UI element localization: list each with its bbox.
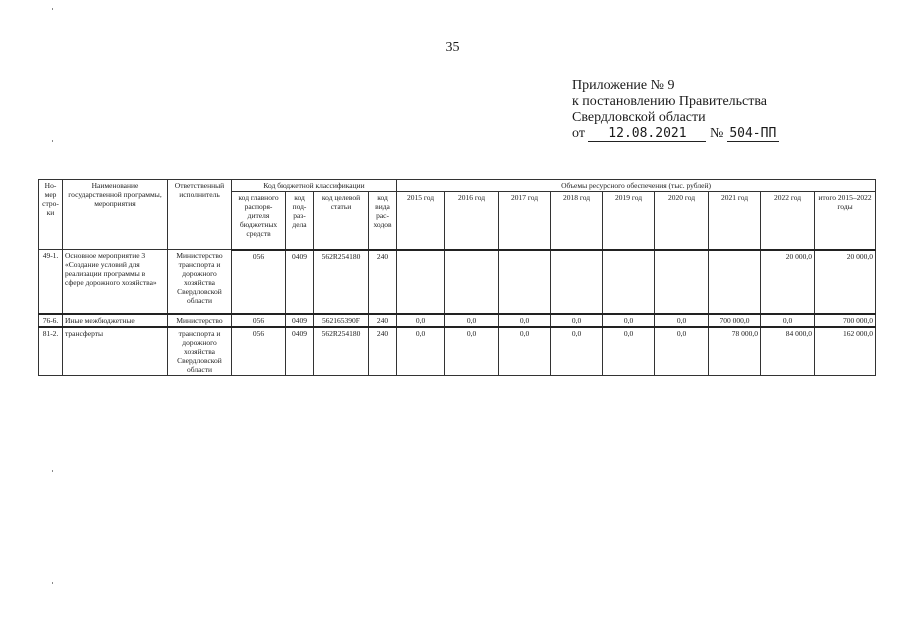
resolution-number: 504-ПП bbox=[727, 127, 779, 142]
row-value: 700 000,0 bbox=[709, 314, 761, 327]
table-row bbox=[39, 314, 876, 327]
header-code-sub: код под-раз-дела bbox=[286, 192, 314, 250]
row-value: 0,0 bbox=[397, 314, 445, 327]
row-value bbox=[551, 250, 603, 314]
table-row bbox=[39, 327, 876, 376]
row-code-target: 562165390F bbox=[314, 314, 369, 327]
appendix-region: Свердловской области bbox=[572, 110, 706, 125]
appendix-date-line bbox=[572, 126, 779, 142]
row-name: Иные межбюджетные bbox=[63, 314, 168, 327]
row-total: 20 000,0 bbox=[815, 250, 876, 314]
row-value: 78 000,0 bbox=[709, 327, 761, 376]
header-year: 2018 год bbox=[551, 192, 603, 250]
row-value: 20 000,0 bbox=[761, 250, 815, 314]
row-value: 84 000,0 bbox=[761, 327, 815, 376]
row-code-main: 056 bbox=[232, 314, 286, 327]
row-value: 0,0 bbox=[445, 327, 499, 376]
header-volumes: Объемы ресурсного обеспечения (тыс. рублей) bbox=[397, 180, 876, 192]
row-value: 0,0 bbox=[551, 314, 603, 327]
scan-mark bbox=[52, 582, 53, 584]
number-prefix: № bbox=[709, 126, 724, 141]
row-total: 700 000,0 bbox=[815, 314, 876, 327]
row-code-sub: 0409 bbox=[286, 250, 314, 314]
row-code-target: 562R254180 bbox=[314, 250, 369, 314]
row-responsible: Министерство bbox=[168, 314, 232, 327]
header-row-number: Но-мер стро-ки bbox=[39, 180, 63, 250]
row-value bbox=[445, 250, 499, 314]
row-value: 0,0 bbox=[603, 327, 655, 376]
row-code-sub: 0409 bbox=[286, 314, 314, 327]
row-code-type: 240 bbox=[369, 327, 397, 376]
row-value: 0,0 bbox=[761, 314, 815, 327]
row-name: трансферты bbox=[63, 327, 168, 376]
header-year: 2019 год bbox=[603, 192, 655, 250]
row-value: 0,0 bbox=[603, 314, 655, 327]
header-year: 2015 год bbox=[397, 192, 445, 250]
page-number: 35 bbox=[445, 40, 460, 55]
scan-mark bbox=[52, 470, 53, 472]
scan-mark bbox=[52, 140, 53, 142]
row-value: 0,0 bbox=[499, 314, 551, 327]
appendix-resolution: к постановлению Правительства bbox=[572, 94, 768, 109]
header-name: Наименование государственной программы, мероприятия bbox=[63, 180, 168, 250]
row-value: 0,0 bbox=[655, 314, 709, 327]
row-value bbox=[709, 250, 761, 314]
appendix-header bbox=[572, 78, 779, 142]
row-responsible: Министерство транспорта и дорожного хозяйства Свердловской области bbox=[168, 250, 232, 314]
scan-mark bbox=[52, 8, 53, 10]
row-code-main: 056 bbox=[232, 327, 286, 376]
row-code-main: 056 bbox=[232, 250, 286, 314]
resolution-date: 12.08.2021 bbox=[588, 127, 706, 142]
header-code-main: код главного распоря-дителя бюджетных средств bbox=[232, 192, 286, 250]
header-year: 2020 год bbox=[655, 192, 709, 250]
header-code-type: код вида рас-ходов bbox=[369, 192, 397, 250]
row-value bbox=[499, 250, 551, 314]
row-value: 0,0 bbox=[655, 327, 709, 376]
header-budget-code: Код бюджетной классификации bbox=[232, 180, 397, 192]
table-row bbox=[39, 250, 876, 314]
header-year: 2016 год bbox=[445, 192, 499, 250]
row-value bbox=[603, 250, 655, 314]
row-code-sub: 0409 bbox=[286, 327, 314, 376]
header-year: 2017 год bbox=[499, 192, 551, 250]
header-responsible: Ответственный исполнитель bbox=[168, 180, 232, 250]
row-value: 0,0 bbox=[551, 327, 603, 376]
row-value: 0,0 bbox=[445, 314, 499, 327]
row-value: 0,0 bbox=[499, 327, 551, 376]
row-code-type: 240 bbox=[369, 314, 397, 327]
row-code-target: 562R254180 bbox=[314, 327, 369, 376]
row-value bbox=[655, 250, 709, 314]
header-total: итого 2015–2022 годы bbox=[815, 192, 876, 250]
row-number: 76-6. bbox=[39, 314, 63, 327]
appendix-title: Приложение № 9 bbox=[572, 78, 675, 93]
date-prefix: от bbox=[572, 126, 585, 141]
row-value bbox=[397, 250, 445, 314]
row-name: Основное мероприятие 3 «Создание условий для реализации программы в сфере дорожного хозяйства» bbox=[63, 250, 168, 314]
header-year: 2021 год bbox=[709, 192, 761, 250]
row-responsible: транспорта и дорожного хозяйства Свердловской области bbox=[168, 327, 232, 376]
row-value: 0,0 bbox=[397, 327, 445, 376]
budget-table bbox=[38, 179, 876, 376]
row-number: 81-2. bbox=[39, 327, 63, 376]
row-code-type: 240 bbox=[369, 250, 397, 314]
header-year: 2022 год bbox=[761, 192, 815, 250]
row-total: 162 000,0 bbox=[815, 327, 876, 376]
header-code-target: код целевой статьи bbox=[314, 192, 369, 250]
row-number: 49-1. bbox=[39, 250, 63, 314]
